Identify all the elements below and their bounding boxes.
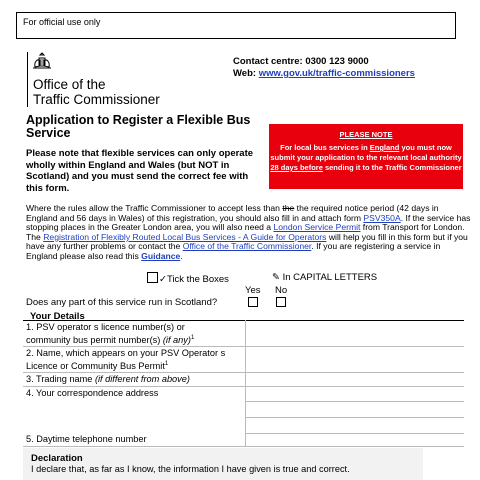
operator-name-field[interactable] xyxy=(245,347,464,373)
page-title: Application to Register a Flexible Bus Service xyxy=(26,113,251,140)
contact-centre: Contact centre: 0300 123 9000 xyxy=(233,56,369,67)
declaration-heading: Declaration xyxy=(31,453,83,464)
please-note-text: For local bus services in England you must now submit your application to the relevant local authority 28 days before sending it to the Traffic Commissioner xyxy=(270,143,462,172)
london-permit-link[interactable]: London Service Permit xyxy=(273,222,361,233)
scotland-question: Does any part of this service run in Scotland? xyxy=(26,297,218,308)
contact-block xyxy=(233,56,415,80)
table-row xyxy=(23,347,464,373)
checkbox-icon xyxy=(147,272,158,283)
check-mark-icon: ✓ xyxy=(159,274,167,285)
table-row xyxy=(23,373,464,387)
scope-note: Please note that flexible services can only operate wholly within England and Wales (but NOT in Scotland) and you must send the correct fee with this form. xyxy=(26,148,254,194)
yes-header: Yes xyxy=(245,285,261,296)
intro-paragraph: Where the rules allow the Traffic Commissioner to accept less than the the required notice period (42 days in England and 56 days in Wales) of this registration, you should also fill in and attach form PSV350A. If the service has stopping places in the Greater London area, you will also need a London Service Permit from Transport for London. The Registration of Flexibly Routed Local Bus Services - A Guide for Operators will help you fill in this form but if you have any further problems or contact the Office of the Traffic Commissioner. If you are registering a service in England please also read this Guidance. xyxy=(26,203,471,261)
pen-icon: ✎ xyxy=(272,272,280,283)
org-name xyxy=(33,77,160,107)
please-note-box xyxy=(269,124,463,189)
trading-name-label: 3. Trading name (if different from above) xyxy=(23,373,245,387)
org-name-line2: Traffic Commissioner xyxy=(33,92,160,107)
royal-crest-icon xyxy=(31,52,53,70)
licence-number-label: 1. PSV operator s licence number(s) or community bus permit number(s) (if any)$^1$ xyxy=(23,321,245,347)
table-row xyxy=(23,386,464,433)
details-table xyxy=(23,320,464,447)
guidance-link[interactable]: Guidance xyxy=(141,250,181,261)
logo-divider xyxy=(27,52,28,107)
scotland-no-checkbox[interactable] xyxy=(276,297,286,307)
org-name-line1: Office of the xyxy=(33,77,106,92)
table-row xyxy=(23,321,464,347)
legend-tick: ✓Tick the Boxes xyxy=(147,272,229,285)
guide-link[interactable]: Registration of Flexibly Routed Local Bus Services - A Guide for Operators xyxy=(43,231,327,242)
trading-name-field[interactable] xyxy=(245,373,464,387)
please-note-heading: PLEASE NOTE xyxy=(339,130,393,139)
web-link[interactable]: www.gov.uk/traffic-commissioners xyxy=(258,68,415,79)
legend-caps: ✎ In CAPITAL LETTERS xyxy=(272,272,378,283)
your-details-heading: Your Details xyxy=(30,311,85,322)
otc-link[interactable]: Office of the Traffic Commissioner xyxy=(182,241,312,252)
table-row xyxy=(23,433,464,446)
address-field[interactable] xyxy=(245,386,464,433)
operator-name-label: 2. Name, which appears on your PSV Operator s Licence or Community Bus Permit$^1$ xyxy=(23,347,245,373)
licence-number-field[interactable] xyxy=(245,321,464,347)
address-label: 4. Your correspondence address xyxy=(23,386,245,433)
psv350a-link[interactable]: PSV350A xyxy=(363,212,401,223)
declaration-text: I declare that, as far as I know, the information I have given is true and correct. xyxy=(31,464,350,474)
scotland-yes-checkbox[interactable] xyxy=(248,297,258,307)
telephone-field[interactable] xyxy=(245,433,464,446)
web-label: Web: xyxy=(233,68,259,79)
no-header: No xyxy=(275,285,288,296)
official-use-label: For official use only xyxy=(23,17,101,27)
telephone-label: 5. Daytime telephone number xyxy=(23,433,245,446)
official-use-box xyxy=(16,12,456,39)
